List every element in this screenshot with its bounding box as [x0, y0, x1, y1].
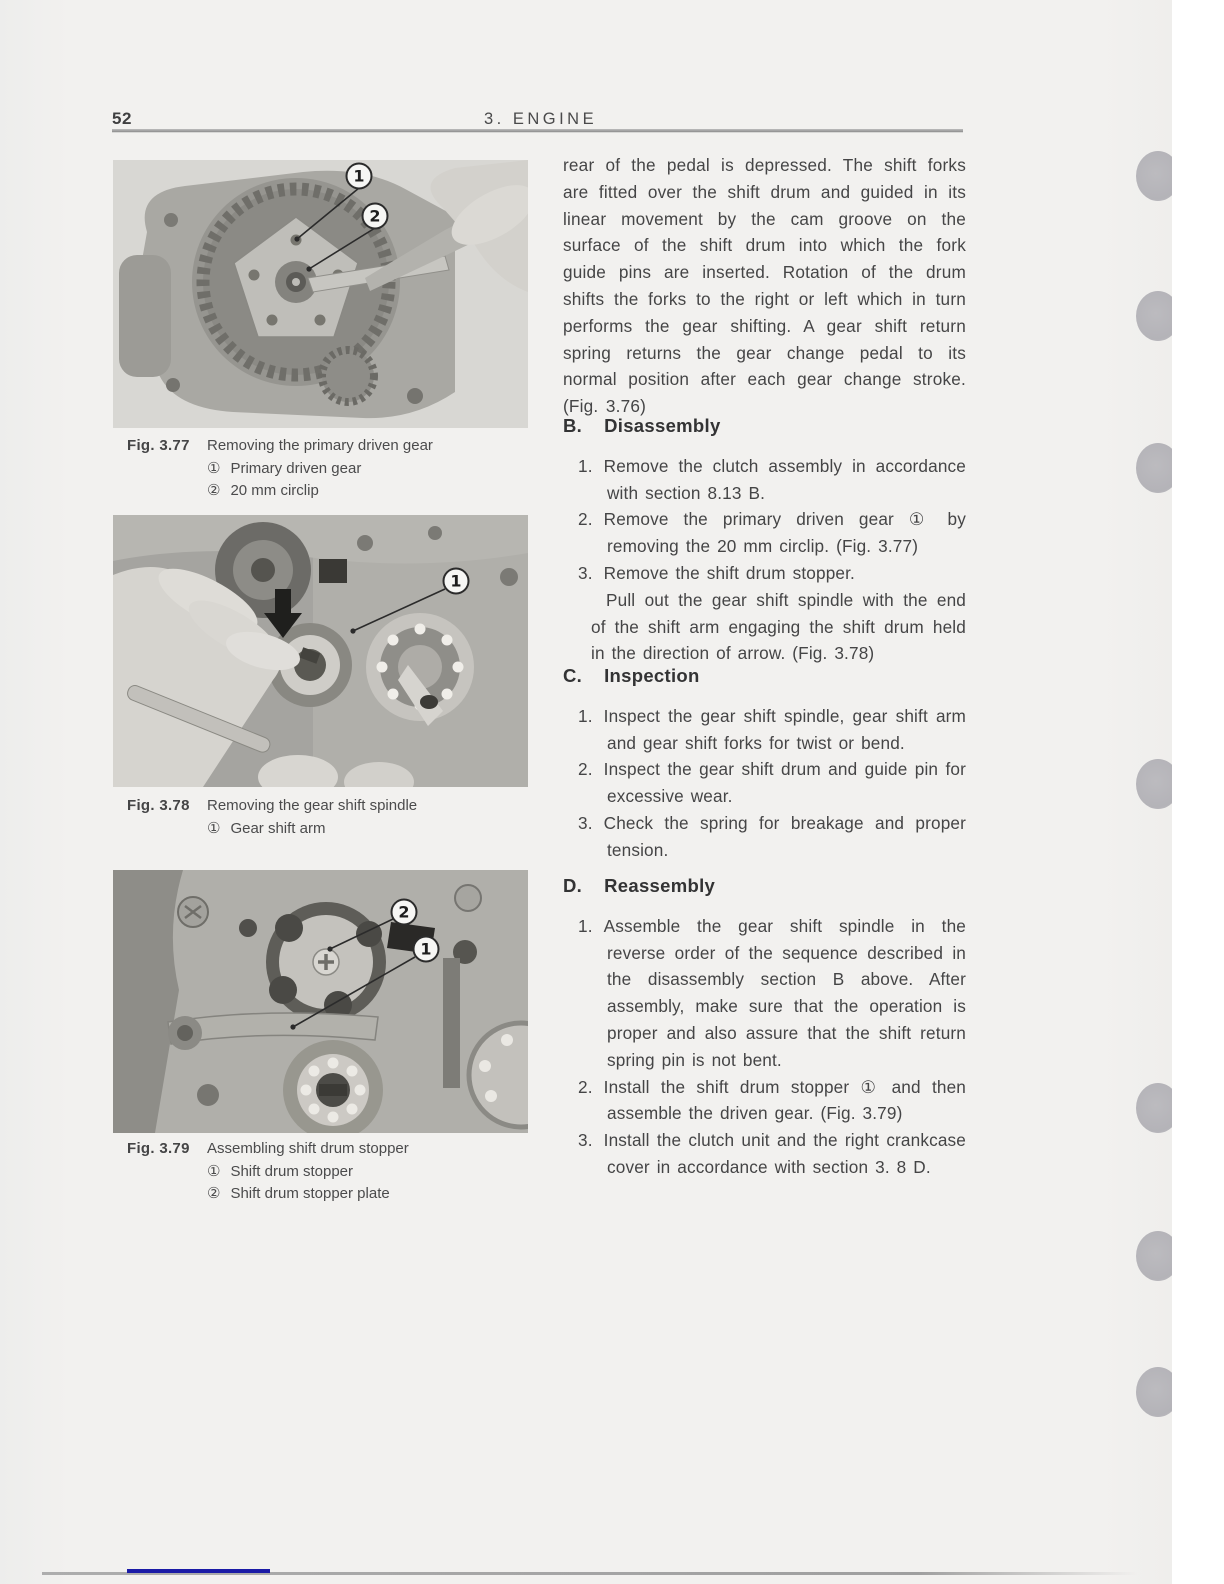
svg-text:2: 2 — [369, 206, 381, 226]
page-number: 52 — [112, 109, 132, 128]
figure-label: Fig. 3.78 — [127, 797, 190, 814]
circled-number-icon: ① — [207, 1162, 221, 1180]
numbered-list — [563, 453, 966, 667]
list-item: 3. Check the spring for breakage and proper tension. — [578, 812, 966, 860]
list-item: 2. Inspect the gear shift drum and guide pin for excessive wear. — [578, 759, 966, 807]
list-item: 1. Assemble the gear shift spindle in the reverse order of the sequence described in the disassembly section B above. After assembly, make sure that the operation is proper and also assure that the shift return spring pin is not bent. — [578, 915, 966, 1070]
svg-text:1: 1 — [450, 571, 462, 591]
figure-caption-3-77 — [127, 436, 542, 500]
binder-hole — [1136, 1083, 1172, 1133]
figure-label: Fig. 3.79 — [127, 1140, 190, 1157]
figure-title: Assembling shift drum stopper — [207, 1140, 409, 1157]
section-letter: C. — [563, 665, 583, 686]
figure-title: Removing the gear shift spindle — [207, 797, 418, 814]
section-letter: B. — [563, 415, 583, 436]
figure-photo-3-77 — [113, 160, 528, 428]
figure-part: ① Primary driven gear — [207, 459, 362, 477]
section-disassembly — [563, 413, 966, 667]
engine-crankcase-illustration — [119, 171, 455, 418]
list-item: 1. Remove the clutch assembly in accordance with section 8.13 B. — [578, 455, 966, 503]
section-title: Disassembly — [604, 415, 721, 436]
binder-hole — [1136, 1367, 1172, 1417]
list-item-continuation: Pull out the gear shift spindle with the end of the shift arm engaging the shift drum held in the direction of arrow. (Fig. 3.78) — [591, 589, 966, 664]
header-rule — [112, 129, 963, 133]
blue-ink-line — [127, 1569, 270, 1573]
list-item: 2. Install the shift drum stopper ① and then assemble the driven gear. (Fig. 3.79) — [578, 1076, 966, 1124]
numbered-list — [563, 913, 966, 1181]
circled-number-icon: ① — [207, 819, 221, 837]
circled-number-icon: ② — [207, 482, 221, 499]
figure-part: ② 20 mm circlip — [207, 482, 319, 499]
list-item: 3. Remove the shift drum stopper. — [578, 562, 855, 583]
binder-hole — [1136, 151, 1172, 201]
section-heading — [563, 663, 966, 690]
section-heading — [563, 873, 966, 900]
intro-paragraph: rear of the pedal is depressed. The shift forks are fitted over the shift drum and guided in its linear movement by the cam groove on the surface of the shift drum into which the fork guide pins are inserted. Rotation of the drum shifts the forks to the right or left which in turn performs the gear shifting. A gear shift return spring returns the gear change pedal to its normal position after each gear change stroke. (Fig. 3.76) — [563, 155, 966, 417]
svg-text:2: 2 — [398, 902, 410, 922]
page-title: 3. ENGINE — [484, 110, 598, 128]
numbered-list — [563, 703, 966, 864]
list-item: 2. Remove the primary driven gear ① by removing the 20 mm circlip. (Fig. 3.77) — [578, 509, 966, 557]
figure-caption-3-78 — [127, 796, 542, 838]
svg-text:1: 1 — [420, 939, 432, 959]
figure-caption-3-79 — [127, 1139, 542, 1203]
figure-label: Fig. 3.77 — [127, 437, 190, 454]
figure-photo-3-79 — [113, 870, 528, 1133]
section-title: Reassembly — [604, 875, 716, 896]
section-letter: D. — [563, 875, 583, 896]
figure-part: ② Shift drum stopper plate — [207, 1185, 390, 1202]
binder-hole — [1136, 443, 1172, 493]
section-inspection — [563, 663, 966, 864]
section-heading — [563, 413, 966, 440]
circled-number-icon: ② — [207, 1185, 221, 1202]
figure-title: Removing the primary driven gear — [207, 437, 433, 454]
circled-number-icon: ① — [207, 459, 221, 477]
figure-part: ① Gear shift arm — [207, 819, 326, 837]
list-item: 3. Install the clutch unit and the right crankcase cover in accordance with section 3. 8 D. — [578, 1130, 966, 1177]
section-title: Inspection — [604, 665, 700, 686]
binder-hole — [1136, 291, 1172, 341]
list-item: 1. Inspect the gear shift spindle, gear shift arm and gear shift forks for twist or bend. — [578, 705, 966, 753]
binder-hole — [1136, 1231, 1172, 1281]
binder-hole — [1136, 759, 1172, 809]
figure-part: ① Shift drum stopper — [207, 1162, 354, 1180]
section-reassembly — [563, 873, 966, 1181]
svg-text:1: 1 — [353, 166, 365, 186]
figure-photo-3-78 — [113, 515, 528, 787]
